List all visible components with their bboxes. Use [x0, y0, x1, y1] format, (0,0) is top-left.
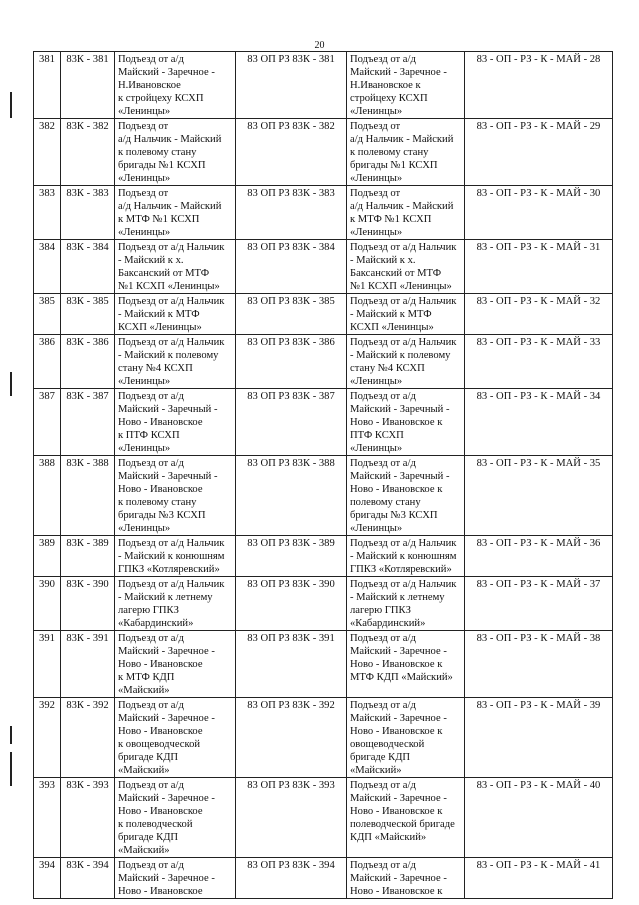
cell-number: 389: [34, 536, 61, 577]
cell-code: 83К - 390: [61, 577, 115, 631]
cell-number: 387: [34, 389, 61, 456]
cell-ident-number: 83 - ОП - РЗ - К - МАЙ - 33: [465, 335, 613, 389]
cell-name: Подъезд от а/д Майский - Заречное - Ново - Ивановское к овощеводческой бригаде КДП «Майский»: [115, 698, 236, 778]
cell-reg-number: 83 ОП РЗ 83К - 389: [236, 536, 347, 577]
cell-ident-number: 83 - ОП - РЗ - К - МАЙ - 34: [465, 389, 613, 456]
table-body: [34, 52, 613, 899]
table-row: [34, 778, 613, 858]
cell-reg-number: 83 ОП РЗ 83К - 384: [236, 240, 347, 294]
cell-ident-number: 83 - ОП - РЗ - К - МАЙ - 35: [465, 456, 613, 536]
cell-number: 381: [34, 52, 61, 119]
table-row: [34, 858, 613, 899]
cell-name-full: Подъезд от а/д Майский - Заречное - Ново - Ивановское к овощеводческой бригаде КДП «Майский»: [347, 698, 465, 778]
cell-name: Подъезд от а/д Майский - Заречный - Ново - Ивановское к полевому стану бригады №3 КСХП «Ленинцы»: [115, 456, 236, 536]
cell-reg-number: 83 ОП РЗ 83К - 391: [236, 631, 347, 698]
table-row: [34, 294, 613, 335]
cell-reg-number: 83 ОП РЗ 83К - 386: [236, 335, 347, 389]
cell-name: Подъезд от а/д Нальчик - Майский к х. Баксанский от МТФ №1 КСХП «Ленинцы»: [115, 240, 236, 294]
cell-reg-number: 83 ОП РЗ 83К - 394: [236, 858, 347, 899]
cell-name-full: Подъезд от а/д Нальчик - Майский к МТФ КСХП «Ленинцы»: [347, 294, 465, 335]
cell-ident-number: 83 - ОП - РЗ - К - МАЙ - 40: [465, 778, 613, 858]
cell-number: 382: [34, 119, 61, 186]
cell-code: 83К - 381: [61, 52, 115, 119]
table-row: [34, 536, 613, 577]
cell-name: Подъезд от а/д Нальчик - Майский к полевому стану бригады №1 КСХП «Ленинцы»: [115, 119, 236, 186]
cell-reg-number: 83 ОП РЗ 83К - 390: [236, 577, 347, 631]
cell-name-full: Подъезд от а/д Майский - Заречный - Ново - Ивановское к полевому стану бригады №3 КСХП «Ленинцы»: [347, 456, 465, 536]
cell-reg-number: 83 ОП РЗ 83К - 383: [236, 186, 347, 240]
cell-name-full: Подъезд от а/д Майский - Заречное - Ново - Ивановское к: [347, 858, 465, 899]
cell-name-full: Подъезд от а/д Майский - Заречное - Ново - Ивановское к МТФ КДП «Майский»: [347, 631, 465, 698]
table-row: [34, 456, 613, 536]
cell-ident-number: 83 - ОП - РЗ - К - МАЙ - 41: [465, 858, 613, 899]
cell-name: Подъезд от а/д Нальчик - Майский к конюшням ГПКЗ «Котляревский»: [115, 536, 236, 577]
scan-mark: [10, 92, 12, 118]
cell-name-full: Подъезд от а/д Нальчик - Майский к полевому стану №4 КСХП «Ленинцы»: [347, 335, 465, 389]
cell-name: Подъезд от а/д Майский - Заречное - Ново - Ивановское к полеводческой бригаде КДП «Майский»: [115, 778, 236, 858]
cell-number: 384: [34, 240, 61, 294]
table-row: [34, 631, 613, 698]
cell-code: 83К - 393: [61, 778, 115, 858]
cell-name-full: Подъезд от а/д Майский - Заречный - Ново - Ивановское к ПТФ КСХП «Ленинцы»: [347, 389, 465, 456]
cell-code: 83К - 384: [61, 240, 115, 294]
cell-ident-number: 83 - ОП - РЗ - К - МАЙ - 32: [465, 294, 613, 335]
cell-reg-number: 83 ОП РЗ 83К - 393: [236, 778, 347, 858]
cell-ident-number: 83 - ОП - РЗ - К - МАЙ - 28: [465, 52, 613, 119]
table-row: [34, 335, 613, 389]
cell-number: 385: [34, 294, 61, 335]
cell-number: 388: [34, 456, 61, 536]
roads-table: [33, 51, 613, 899]
cell-reg-number: 83 ОП РЗ 83К - 382: [236, 119, 347, 186]
cell-number: 392: [34, 698, 61, 778]
cell-name-full: Подъезд от а/д Нальчик - Майский к летнему лагерю ГПКЗ «Кабардинский»: [347, 577, 465, 631]
cell-ident-number: 83 - ОП - РЗ - К - МАЙ - 30: [465, 186, 613, 240]
cell-name-full: Подъезд от а/д Нальчик - Майский к конюшням ГПКЗ «Котляревский»: [347, 536, 465, 577]
table-row: [34, 240, 613, 294]
cell-code: 83К - 394: [61, 858, 115, 899]
cell-code: 83К - 383: [61, 186, 115, 240]
cell-ident-number: 83 - ОП - РЗ - К - МАЙ - 39: [465, 698, 613, 778]
cell-number: 393: [34, 778, 61, 858]
cell-reg-number: 83 ОП РЗ 83К - 392: [236, 698, 347, 778]
cell-number: 391: [34, 631, 61, 698]
cell-code: 83К - 382: [61, 119, 115, 186]
page-number: 20: [314, 40, 325, 51]
cell-name-full: Подъезд от а/д Нальчик - Майский к полевому стану бригады №1 КСХП «Ленинцы»: [347, 119, 465, 186]
table-row: [34, 119, 613, 186]
cell-ident-number: 83 - ОП - РЗ - К - МАЙ - 36: [465, 536, 613, 577]
table-row: [34, 389, 613, 456]
cell-name: Подъезд от а/д Майский - Заречное - Н.Ивановское к стройцеху КСХП «Ленинцы»: [115, 52, 236, 119]
cell-name: Подъезд от а/д Майский - Заречный - Ново - Ивановское к ПТФ КСХП «Ленинцы»: [115, 389, 236, 456]
cell-number: 386: [34, 335, 61, 389]
table-row: [34, 186, 613, 240]
cell-code: 83К - 385: [61, 294, 115, 335]
cell-ident-number: 83 - ОП - РЗ - К - МАЙ - 31: [465, 240, 613, 294]
table-row: [34, 577, 613, 631]
cell-number: 390: [34, 577, 61, 631]
cell-code: 83К - 389: [61, 536, 115, 577]
cell-name: Подъезд от а/д Майский - Заречное - Ново - Ивановское к МТФ КДП «Майский»: [115, 631, 236, 698]
scan-mark: [10, 372, 12, 396]
cell-code: 83К - 388: [61, 456, 115, 536]
cell-code: 83К - 386: [61, 335, 115, 389]
cell-ident-number: 83 - ОП - РЗ - К - МАЙ - 29: [465, 119, 613, 186]
cell-code: 83К - 392: [61, 698, 115, 778]
cell-ident-number: 83 - ОП - РЗ - К - МАЙ - 37: [465, 577, 613, 631]
cell-name: Подъезд от а/д Майский - Заречное - Ново - Ивановское: [115, 858, 236, 899]
table-row: [34, 698, 613, 778]
cell-name-full: Подъезд от а/д Нальчик - Майский к МТФ №1 КСХП «Ленинцы»: [347, 186, 465, 240]
cell-reg-number: 83 ОП РЗ 83К - 381: [236, 52, 347, 119]
cell-name-full: Подъезд от а/д Майский - Заречное - Н.Ивановское к стройцеху КСХП «Ленинцы»: [347, 52, 465, 119]
cell-ident-number: 83 - ОП - РЗ - К - МАЙ - 38: [465, 631, 613, 698]
cell-name: Подъезд от а/д Нальчик - Майский к МТФ КСХП «Ленинцы»: [115, 294, 236, 335]
cell-number: 383: [34, 186, 61, 240]
scan-mark: [10, 752, 12, 786]
cell-code: 83К - 387: [61, 389, 115, 456]
cell-reg-number: 83 ОП РЗ 83К - 388: [236, 456, 347, 536]
cell-name-full: Подъезд от а/д Майский - Заречное - Ново - Ивановское к полеводческой бригаде КДП «Майский»: [347, 778, 465, 858]
scan-mark: [10, 726, 12, 744]
cell-name: Подъезд от а/д Нальчик - Майский к полевому стану №4 КСХП «Ленинцы»: [115, 335, 236, 389]
cell-code: 83К - 391: [61, 631, 115, 698]
cell-name-full: Подъезд от а/д Нальчик - Майский к х. Баксанский от МТФ №1 КСХП «Ленинцы»: [347, 240, 465, 294]
cell-number: 394: [34, 858, 61, 899]
cell-name: Подъезд от а/д Нальчик - Майский к МТФ №1 КСХП «Ленинцы»: [115, 186, 236, 240]
table-row: [34, 52, 613, 119]
cell-name: Подъезд от а/д Нальчик - Майский к летнему лагерю ГПКЗ «Кабардинский»: [115, 577, 236, 631]
cell-reg-number: 83 ОП РЗ 83К - 385: [236, 294, 347, 335]
cell-reg-number: 83 ОП РЗ 83К - 387: [236, 389, 347, 456]
